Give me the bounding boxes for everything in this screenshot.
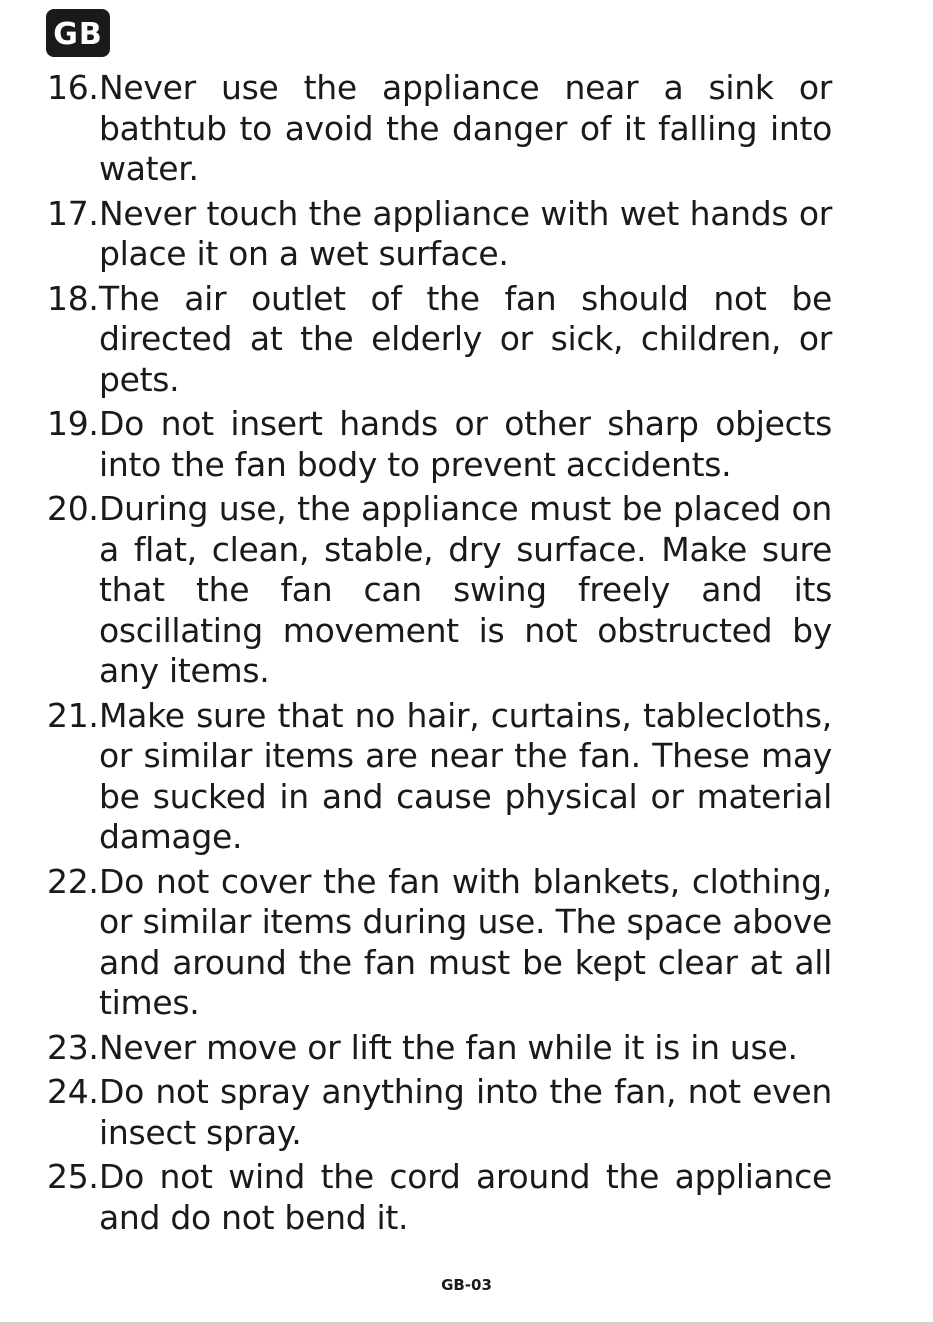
instruction-item: [47, 489, 832, 692]
item-number: 21.: [47, 695, 99, 735]
item-number: 19.: [47, 404, 99, 443]
item-text: Never touch the appliance with wet hands or place it on a wet surface.: [99, 193, 832, 273]
item-text: Do not spray anything into the fan, not even insect spray.: [99, 1072, 832, 1152]
item-text: Never move or lift the fan while it is in use.: [99, 1027, 798, 1067]
instruction-item: [47, 1028, 832, 1069]
instruction-item: [47, 194, 832, 275]
item-number: 18.: [47, 278, 99, 318]
item-number: 20.: [47, 489, 99, 528]
instruction-item: [47, 404, 832, 485]
item-number: 23.: [47, 1027, 99, 1067]
instruction-item: [47, 1157, 832, 1238]
page-number: GB-03: [441, 1276, 492, 1294]
safety-instructions-list: [47, 68, 832, 1242]
item-text: During use, the appliance must be placed on a flat, clean, stable, dry surface. Make sure that the fan can swing freely and its oscillating movement is not obstructed by any items.: [99, 489, 832, 690]
instruction-item: [47, 68, 832, 190]
instruction-item: [47, 862, 832, 1024]
item-text: Make sure that no hair, curtains, tablecloths, or similar items are near the fan. These may be sucked in and cause physical or material damage.: [99, 695, 832, 856]
instruction-item: [47, 696, 832, 858]
language-badge: GB: [46, 9, 110, 57]
item-text: Do not insert hands or other sharp objects into the fan body to prevent accidents.: [99, 404, 832, 484]
instruction-item: [47, 1072, 832, 1153]
item-number: 22.: [47, 861, 99, 901]
item-text: Do not cover the fan with blankets, clothing, or similar items during use. The space above and around the fan must be kept clear at all times.: [99, 861, 832, 1022]
item-number: 25.: [47, 1157, 99, 1196]
item-text: Never use the appliance near a sink or bathtub to avoid the danger of it falling into water.: [99, 68, 832, 188]
item-number: 24.: [47, 1072, 99, 1111]
item-text: Do not wind the cord around the appliance and do not bend it.: [99, 1157, 832, 1237]
instruction-item: [47, 279, 832, 401]
item-number: 16.: [47, 68, 99, 107]
item-text: The air outlet of the fan should not be directed at the elderly or sick, children, or pets.: [99, 278, 832, 399]
item-number: 17.: [47, 193, 99, 233]
